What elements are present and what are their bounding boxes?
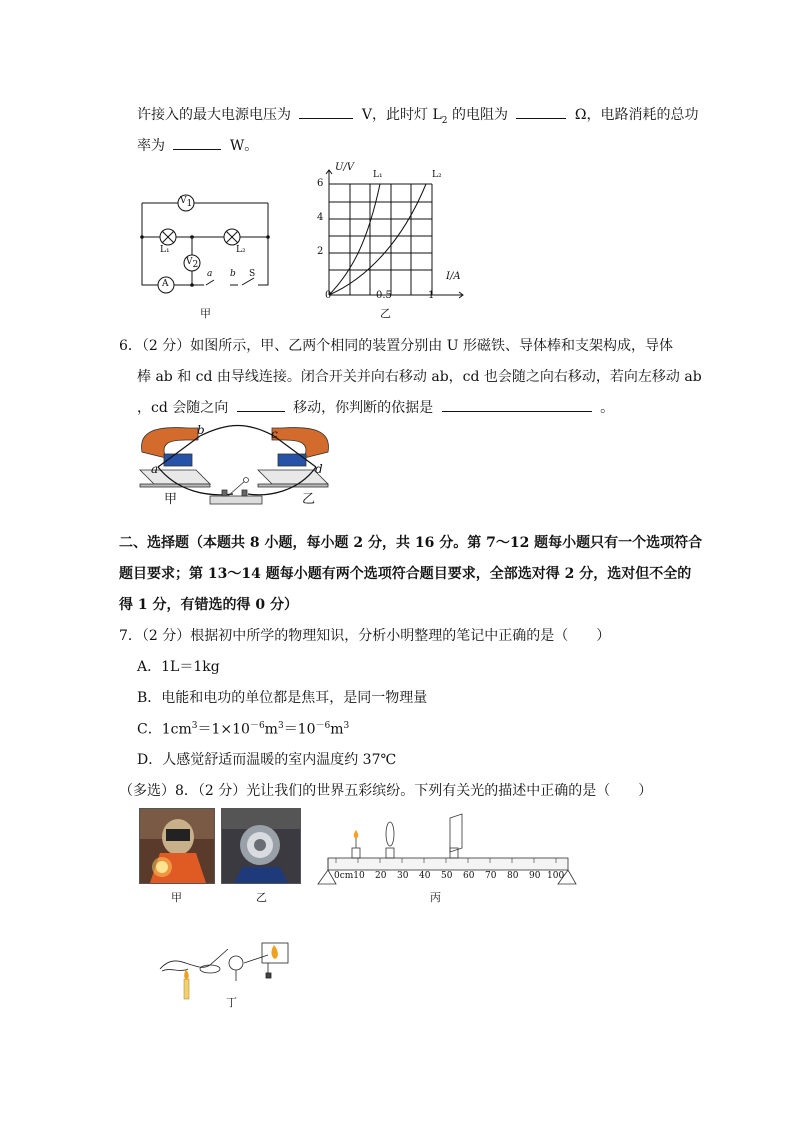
circuit-diagram xyxy=(130,188,290,318)
graph-xlabel: I/A xyxy=(446,271,461,282)
fig-caption-yi: 乙 xyxy=(302,492,316,507)
ruler-tick: 100 xyxy=(547,871,565,881)
y-tick: 4 xyxy=(317,212,324,223)
switch-s-label: S xyxy=(249,269,256,279)
v1-label: $V_1$ xyxy=(180,196,193,209)
curve-l2-label: L₂ xyxy=(432,170,442,180)
q5-text-b: V，此时灯 L xyxy=(361,107,442,123)
v2-label: $V_2$ xyxy=(186,257,199,270)
section2-line2: 题目要求；第 13～14 题每小题有两个选项符合题目要求，全部选对得 2 分，选对但不全的 xyxy=(119,566,692,582)
figure-caption-yi: 乙 xyxy=(380,307,391,320)
caption-ding: 丁 xyxy=(226,996,237,1009)
q7-option-c[interactable]: C．$1cm^3=1\times 10^{-6}m^3=10^{-6}m^3$ xyxy=(137,721,350,738)
q7-stem: 7．（2 分）根据初中所学的物理知识，分析小明整理的笔记中正确的是（ ） xyxy=(119,628,611,644)
answer-blank[interactable] xyxy=(237,399,285,412)
q6-line1: 6．（2 分）如图所示，甲、乙两个相同的装置分别由 U 形磁铁、导体棒和支架构成，导体 xyxy=(119,338,673,354)
q5-sub: 2 xyxy=(441,115,448,126)
section2-line1: 二、选择题（本题共 8 小题，每小题 2 分，共 16 分。第 7～12 题每小题只有一个选项符合 xyxy=(119,535,703,551)
rod-b-label: b xyxy=(197,423,205,437)
ruler-tick: 70 xyxy=(485,871,497,881)
rod-a-label: a xyxy=(151,462,159,476)
q7-option-b[interactable]: B．电能和电功的单位都是焦耳，是同一物理量 xyxy=(137,690,428,706)
answer-blank[interactable] xyxy=(299,106,353,119)
answer-blank[interactable] xyxy=(173,137,221,150)
x-tick: 0 xyxy=(325,290,332,301)
ruler-tick: 0cm10 xyxy=(334,871,365,881)
rod-d-label: d xyxy=(315,462,323,476)
y-tick: 6 xyxy=(317,178,324,189)
caption-bing: 丙 xyxy=(430,891,441,904)
section2-line3: 得 1 分，有错选的得 0 分） xyxy=(119,597,298,613)
ammeter-label: A xyxy=(162,279,169,289)
fig-caption-jia: 甲 xyxy=(164,492,178,507)
x-tick: 1 xyxy=(428,290,435,301)
q7-option-a[interactable]: A．1L＝1kg xyxy=(137,659,220,675)
ruler-tick: 90 xyxy=(529,871,541,881)
q5-text-e: 率为 xyxy=(137,138,165,154)
ruler-tick: 40 xyxy=(419,871,431,881)
answer-blank[interactable] xyxy=(516,106,566,119)
l2-label: L₂ xyxy=(236,245,246,255)
switch-b-label: b xyxy=(230,269,236,279)
ui-graph xyxy=(308,160,473,305)
figure-caption-jia: 甲 xyxy=(200,307,211,320)
q5-text-d: Ω，电路消耗的总功 xyxy=(574,107,699,123)
q7-option-d[interactable]: D．人感觉舒适而温暖的室内温度约 37℃ xyxy=(137,752,397,768)
welder-photo xyxy=(139,808,215,884)
q5-text-c: 的电阻为 xyxy=(451,107,508,123)
curve-l1-label: L₁ xyxy=(373,170,383,180)
caption-yi: 乙 xyxy=(256,891,267,904)
q8-stem: （多选）8．（2 分）光让我们的世界五彩缤纷。下列有关光的描述中正确的是（ ） xyxy=(119,783,653,799)
ruler-tick: 80 xyxy=(507,871,519,881)
ruler-tick: 50 xyxy=(441,871,453,881)
switch-a-label: a xyxy=(207,269,213,279)
rod-c-label: c xyxy=(271,427,278,441)
y-tick: 2 xyxy=(317,246,324,257)
q5-text-a: 许接入的最大电源电压为 xyxy=(137,107,291,123)
answer-blank[interactable] xyxy=(442,399,592,412)
q5-text-f: W。 xyxy=(229,138,259,154)
graph-ylabel: U/V xyxy=(335,162,355,173)
q5-line1 xyxy=(137,104,698,126)
caption-jia: 甲 xyxy=(171,891,182,904)
ruler-tick: 20 xyxy=(375,871,387,881)
water-ball-photo xyxy=(221,808,301,884)
q6-line2: 棒 ab 和 cd 由导线连接。闭合开关并向右移动 ab，cd 也会随之向右移动，若向左移动 ab xyxy=(137,369,702,385)
x-tick: 0.5 xyxy=(376,290,392,301)
l1-label: L₁ xyxy=(160,245,170,255)
ruler-tick: 30 xyxy=(397,871,409,881)
q6-line3: ，cd 会随之向 移动，你判断的依据是 。 xyxy=(137,400,615,416)
q5-line2 xyxy=(137,135,258,155)
ruler-tick: 60 xyxy=(463,871,475,881)
